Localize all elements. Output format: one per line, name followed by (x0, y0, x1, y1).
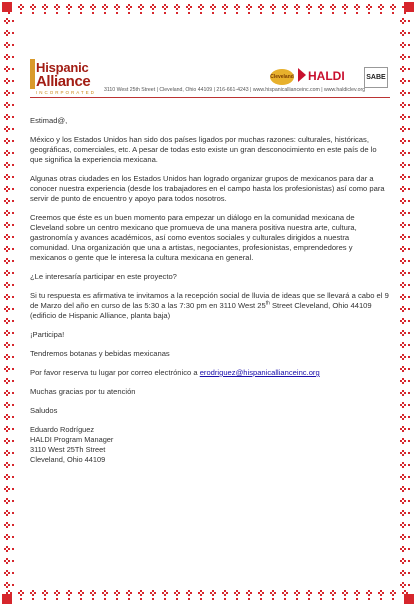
paragraph-6: ¡Participa! (30, 330, 65, 339)
greeting: Estimad@, (30, 116, 68, 125)
logo-text-alliance: Alliance (36, 73, 91, 90)
paragraph-1: México y los Estados Unidos han sido dos países ligados por muchas razones: culturales, históricas, geográficas, comerciales, etc. A pesar de todas esto existe un gran desconocimiento en este país de lo que significa la experiencia mexicana. (30, 135, 377, 164)
paragraph-5 (30, 291, 390, 321)
paragraph-9: Muchas gracias por tu atención (30, 387, 136, 396)
logo-text-inc: INCORPORATED (36, 90, 96, 95)
paragraph-10: Saludos (30, 406, 58, 415)
reserve-text: Por favor reserva tu lugar por correo electrónico a (30, 368, 200, 377)
paragraph-7: Tendremos botanas y bebidas mexicanas (30, 349, 170, 358)
signature-block (30, 425, 390, 465)
email-link[interactable]: erodriguez@hispanicallianceinc.org (199, 368, 320, 377)
signature-address-1: 3110 West 25Th Street (30, 445, 106, 454)
signature-title: HALDI Program Manager (30, 435, 114, 444)
letterhead (30, 57, 390, 101)
paragraph-2: Algunas otras ciudades en los Estados Unidos han logrado organizar grupos de mexicanos para dar a conocer nuestra experiencia (desde los trabajadores en el campo hasta los profesionistas) así como para servir de punto de encuentro y apoyo para todos nosotros. (30, 174, 385, 203)
sponsor-logo: Cleveland (270, 69, 294, 85)
paragraph-5-b: Street Cleveland, Ohio 44109 (edificio de Hispanic Alliance, planta baja) (30, 301, 372, 320)
signature-address-2: Cleveland, Ohio 44109 (30, 455, 106, 464)
letterhead-address: 3110 West 25th Street | Cleveland, Ohio 44109 | 216-661-4243 | www.hispanicallianceinc.com | www.haldiclev.org (104, 87, 366, 93)
ordinal-suffix: th (265, 300, 270, 307)
paragraph-5-a: Si tu respuesta es afirmativa te invitamos a la recepción social de lluvia de ideas que se llevará a cabo el 9 de Marzo del año en curso de las 5:30 a las 7:30 pm en 3110 West 25 (30, 291, 389, 310)
sabe-logo: SABE (364, 67, 388, 88)
haldi-arrow-icon (298, 68, 306, 82)
letterhead-divider (30, 97, 390, 98)
letter-body (30, 116, 390, 465)
paragraph-3: Creemos que éste es un buen momento para empezar un diálogo en la comunidad mexicana de Cleveland sobre un centro mexicano que promueva de una manera positiva nuestra arte, cultura, gastronomía y avances académicos, así como eventos sociales y culturales dirigidos a nuestra comunidad. Una organización que una a artistas, negociantes, profesionistas, emprendedores y mexicanos o gente que le interesa la cultura mexicana en general. (30, 213, 357, 262)
paragraph-4: ¿Le interesaría participar en este proyecto? (30, 272, 177, 281)
paragraph-8 (30, 368, 390, 378)
haldi-logo: HALDI (308, 69, 345, 83)
logo-accent (30, 59, 35, 89)
signature-name: Eduardo Rodríguez (30, 425, 95, 434)
logo-text-hispanic: Hispanic (36, 60, 89, 75)
